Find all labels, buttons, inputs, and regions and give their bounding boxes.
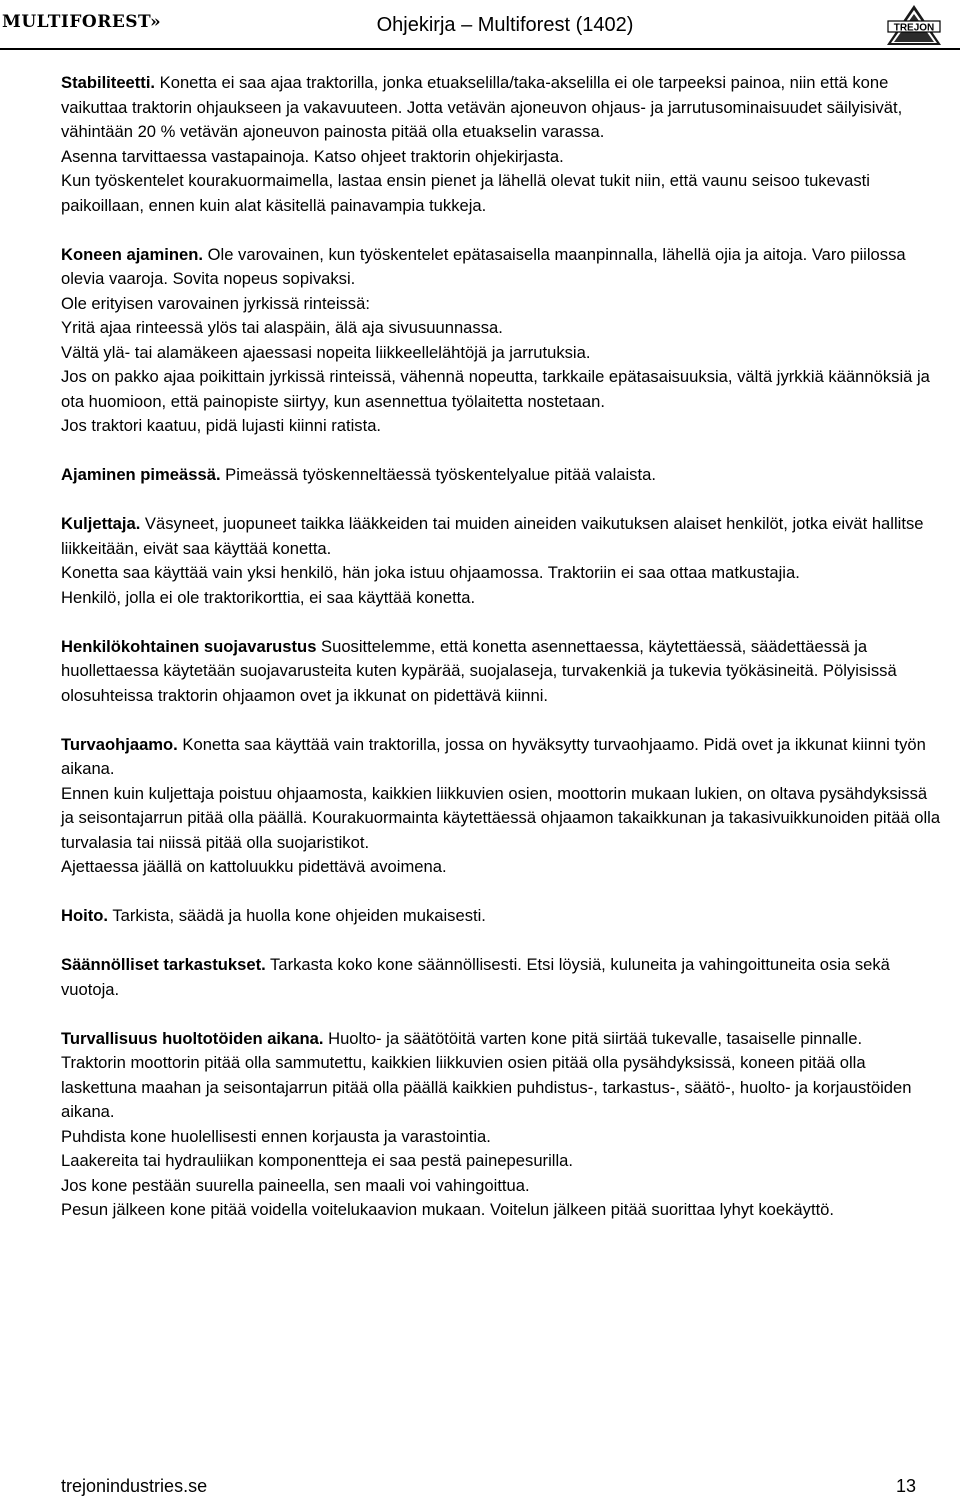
section-heading: Turvaohjaamo.: [61, 734, 178, 754]
manual-section: [61, 635, 941, 709]
paragraph-text: Ajettaessa jäällä on kattoluukku pidettävä avoimena.: [61, 857, 447, 876]
paragraph-text: Konetta saa käyttää vain traktorilla, jossa on hyväksytty turvaohjaamo. Pidä ovet ja ikkunat kiinni työn aikana.: [61, 734, 926, 778]
manual-paragraph: [61, 243, 941, 292]
paragraph-text: Jos traktori kaatuu, pidä lujasti kiinni ratista.: [61, 416, 382, 435]
paragraph-text: Vältä ylä- tai alamäkeen ajaessasi nopeita liikkeellelähtöjä ja jarrutuksia.: [61, 342, 591, 362]
section-heading: Hoito.: [61, 906, 109, 925]
manual-body: [61, 71, 941, 1223]
manual-paragraph: [61, 341, 941, 366]
manual-section: [61, 71, 941, 218]
paragraph-text: Väsyneet, juopuneet taikka lääkkeiden tai muiden aineiden vaikutuksen alaiset henkilöt, jotka eivät hallitse liikkeitään, eivät saa käyttää konetta.: [61, 514, 924, 558]
paragraph-text: Traktorin moottorin pitää olla sammutettu, kaikkien liikkuvien osien pitää olla pysähdyksissä, koneen pitää olla laskettuna maahan ja seisontajarrun pitää olla päällä kaikkien puhdistus-, tarkastus-, säätö-, huolto- ja korjaustöiden aikana.: [61, 1053, 912, 1121]
paragraph-text: Konetta ei saa ajaa traktorilla, jonka etuakselilla/taka-akselilla ei ole tarpeeksi painoa, niin että kone vaikuttaa traktorin ohjaukseen ja vakavuuteen. Jotta vetävän ajoneuvon ohjaus- ja jarrutusominaisuudet säilyisivät, vähintään 20 % vetävän ajoneuvon painosta pitää olla etuakselin varassa.: [61, 73, 903, 141]
manual-paragraph: [61, 169, 941, 218]
manual-paragraph: [61, 1198, 941, 1223]
manual-section: [61, 1027, 941, 1223]
paragraph-text: Pimeässä työskenneltäessä työskentelyalue pitää valaista.: [220, 465, 656, 484]
paragraph-text: Yritä ajaa rinteessä ylös tai alaspäin, älä aja sivusuunnassa.: [61, 318, 503, 337]
manual-paragraph: [61, 733, 941, 782]
footer-page-number: 13: [895, 1476, 916, 1496]
manual-section: [61, 512, 941, 610]
paragraph-text: Kun työskentelet kourakuormaimella, lastaa ensin pienet ja lähellä olevat tukit niin, että vaunu seisoo tukevasti paikoillaan, ennen kuin alat käsitellä painavampia tukkeja.: [61, 171, 870, 215]
section-heading: Säännölliset tarkastukset.: [61, 955, 266, 974]
manual-paragraph: [61, 1149, 941, 1174]
manual-paragraph: [61, 316, 941, 341]
manual-paragraph: [61, 782, 941, 856]
manual-section: [61, 904, 941, 929]
manual-paragraph: [61, 292, 941, 317]
header-divider: [0, 48, 960, 50]
paragraph-text: Asenna tarvittaessa vastapainoja. Katso ohjeet traktorin ohjekirjasta.: [61, 146, 564, 166]
paragraph-text: Suosittelemme, että konetta asennettaessa, käytettäessä, säädettäessä ja huollettaessa käytetään suojavarusteita kuten kypärää, suojalaseja, turvakenkiä ja tukevia työkäsineitä. Pölyisissä olosuhteissa traktorin ohjaamon ovet ja ikkunat on pidettävä kiinni.: [61, 636, 897, 705]
manual-paragraph: [61, 145, 941, 170]
paragraph-text: Jos kone pestään suurella paineella, sen maali voi vahingoittua.: [61, 1175, 530, 1195]
paragraph-text: Pesun jälkeen kone pitää voidella voitelukaavion mukaan. Voitelun jälkeen pitää suorittaa lyhyt koekäyttö.: [61, 1200, 835, 1219]
manual-paragraph: [61, 904, 941, 929]
manual-paragraph: [61, 1051, 941, 1125]
paragraph-text: Ole varovainen, kun työskentelet epätasaisella maanpinnalla, lähellä ojia ja aitoja. Varo piilossa olevia vaaroja. Sovita nopeus sopivaksi.: [61, 244, 906, 288]
page-header: [0, 0, 960, 56]
manual-paragraph: [61, 1125, 941, 1150]
paragraph-text: Laakereita tai hydrauliikan komponentteja ei saa pestä painepesurilla.: [61, 1151, 573, 1170]
paragraph-text: Konetta saa käyttää vain yksi henkilö, hän joka istuu ohjaamossa. Traktoriin ei saa ottaa matkustajia.: [61, 563, 800, 582]
brand-logo-text: MULTIFOREST»: [2, 12, 162, 32]
section-heading: Ajaminen pimeässä.: [61, 465, 221, 484]
manual-section: [61, 953, 941, 1002]
document-title: Ohjekirja – Multiforest (1402): [376, 14, 634, 36]
paragraph-text: Henkilö, jolla ei ole traktorikorttia, ei saa käyttää konetta.: [61, 587, 476, 607]
paragraph-text: Ennen kuin kuljettaja poistuu ohjaamosta, kaikkien liikkuvien osien, moottorin mukaan lukien, on oltava pysähdyksissä ja seisontajarrun pitää olla päällä. Kourakuormainta käytettäessä ohjaamon takaikkunan ja takasivuikkunoiden pitää olla turvalasia tai niissä pitää olla suojaristikot.: [61, 783, 941, 852]
paragraph-text: Jos on pakko ajaa poikittain jyrkissä rinteissä, vähennä nopeutta, tarkkaile epätasaisuuksia, vältä jyrkkiä käännöksiä ja ota huomioon, että painopiste siirtyy, kun asennettua työlaitetta nostetaan.: [61, 367, 930, 411]
manual-paragraph: [61, 71, 941, 145]
trejon-logo-text: TREJON: [893, 22, 935, 34]
manual-paragraph: [61, 855, 941, 880]
manual-paragraph: [61, 512, 941, 561]
section-heading: Koneen ajaminen.: [61, 244, 204, 264]
paragraph-text: Tarkista, säädä ja huolla kone ohjeiden mukaisesti.: [108, 906, 486, 925]
paragraph-text: Ole erityisen varovainen jyrkissä rinteissä:: [61, 293, 370, 313]
paragraph-text: Puhdista kone huolellisesti ennen korjausta ja varastointia.: [61, 1126, 491, 1146]
manual-section: [61, 243, 941, 439]
manual-section: [61, 733, 941, 880]
section-heading: Stabiliteetti.: [61, 73, 156, 92]
footer-website: trejonindustries.se: [61, 1476, 208, 1496]
trejon-logo-icon: [886, 4, 942, 46]
paragraph-text: Huolto- ja säätötöitä varten kone pitä siirtää tukevalle, tasaiselle pinnalle.: [323, 1028, 863, 1048]
manual-paragraph: [61, 1174, 941, 1199]
manual-paragraph: [61, 365, 941, 414]
manual-paragraph: [61, 586, 941, 611]
section-heading: Kuljettaja.: [61, 514, 141, 533]
manual-paragraph: [61, 635, 941, 709]
manual-paragraph: [61, 414, 941, 439]
manual-paragraph: [61, 561, 941, 586]
manual-paragraph: [61, 953, 941, 1002]
manual-section: [61, 463, 941, 488]
manual-paragraph: [61, 1027, 941, 1052]
manual-paragraph: [61, 463, 941, 488]
section-heading: Henkilökohtainen suojavarustus: [61, 636, 317, 656]
section-heading: Turvallisuus huoltotöiden aikana.: [61, 1028, 324, 1048]
paragraph-text: Tarkasta koko kone säännöllisesti. Etsi löysiä, kuluneita ja vahingoittuneita osia sekä vuotoja.: [61, 955, 890, 999]
